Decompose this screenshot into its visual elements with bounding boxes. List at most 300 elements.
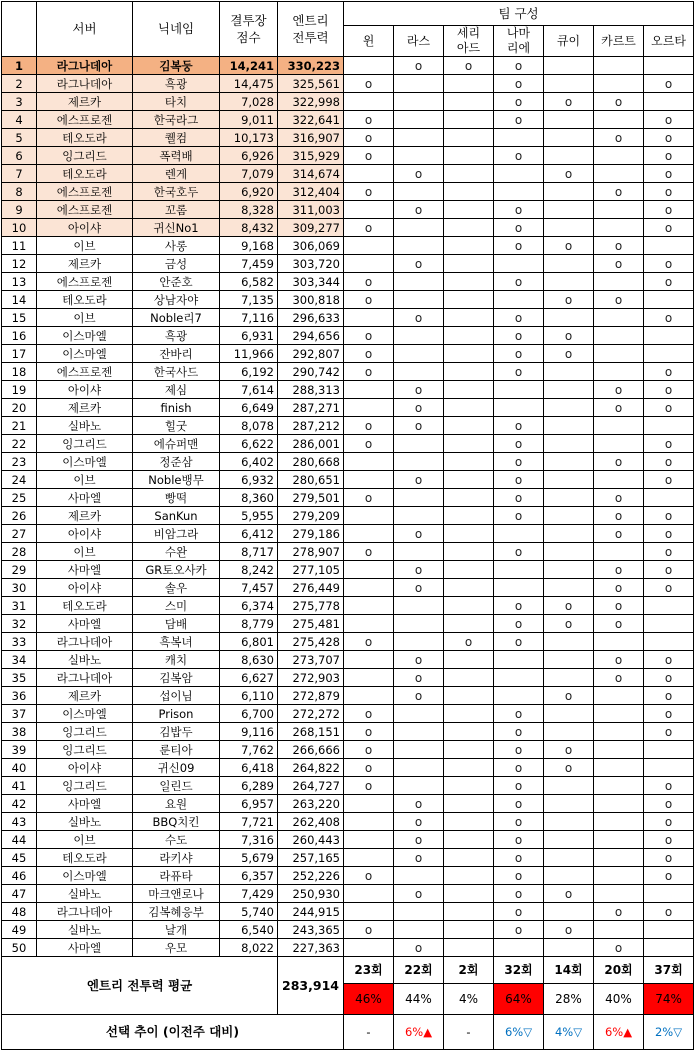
trend-cell: 6%▲ — [594, 1015, 644, 1050]
team-mark-cell — [444, 543, 494, 561]
round-count-cell: 22회 — [394, 957, 444, 984]
team-mark-cell — [344, 507, 394, 525]
team-mark-cell — [394, 867, 444, 885]
table-row — [2, 237, 694, 255]
rank-cell: 19 — [2, 381, 37, 399]
table-row — [2, 939, 694, 957]
score-cell: 6,110 — [220, 687, 278, 705]
team-mark-cell — [644, 327, 694, 345]
team-mark-cell: o — [544, 759, 594, 777]
team-mark-cell: o — [594, 525, 644, 543]
team-mark-cell — [494, 381, 544, 399]
rank-cell: 32 — [2, 615, 37, 633]
table-row — [2, 327, 694, 345]
rank-cell: 30 — [2, 579, 37, 597]
server-cell: 실바노 — [37, 651, 133, 669]
team-column-header: 세리 아드 — [444, 26, 494, 57]
rank-cell: 9 — [2, 201, 37, 219]
team-mark-cell — [544, 255, 594, 273]
team-mark-cell — [344, 165, 394, 183]
team-mark-cell — [494, 687, 544, 705]
team-mark-cell: o — [644, 651, 694, 669]
nickname-cell: Noble뱅무 — [133, 471, 220, 489]
team-mark-cell: o — [644, 561, 694, 579]
table-row — [2, 435, 694, 453]
server-cell: 테오도라 — [37, 597, 133, 615]
team-mark-cell — [594, 831, 644, 849]
team-mark-cell — [344, 831, 394, 849]
team-mark-cell: o — [344, 921, 394, 939]
server-cell: 라그나데아 — [37, 903, 133, 921]
team-mark-cell: o — [594, 903, 644, 921]
team-mark-cell — [494, 399, 544, 417]
team-mark-cell — [544, 939, 594, 957]
round-count-cell: 2회 — [444, 957, 494, 984]
score-cell: 7,457 — [220, 579, 278, 597]
score-cell: 7,135 — [220, 291, 278, 309]
team-mark-cell — [444, 183, 494, 201]
score-cell: 6,540 — [220, 921, 278, 939]
team-mark-cell: o — [494, 795, 544, 813]
team-mark-cell — [344, 525, 394, 543]
power-cell: 266,666 — [278, 741, 344, 759]
score-cell: 6,931 — [220, 327, 278, 345]
server-cell: 아이샤 — [37, 219, 133, 237]
power-cell: 303,344 — [278, 273, 344, 291]
team-mark-cell — [544, 453, 594, 471]
rank-cell: 28 — [2, 543, 37, 561]
rank-cell: 26 — [2, 507, 37, 525]
team-mark-cell: o — [594, 669, 644, 687]
server-cell: 실바노 — [37, 885, 133, 903]
team-mark-cell: o — [344, 777, 394, 795]
table-row — [2, 381, 694, 399]
server-cell: 잉그리드 — [37, 435, 133, 453]
rank-cell: 43 — [2, 813, 37, 831]
nickname-cell: 에슈퍼맨 — [133, 435, 220, 453]
team-mark-cell — [494, 183, 544, 201]
team-mark-cell — [344, 237, 394, 255]
score-cell: 6,932 — [220, 471, 278, 489]
team-mark-cell: o — [644, 669, 694, 687]
table-row — [2, 615, 694, 633]
team-mark-cell — [594, 75, 644, 93]
team-mark-cell — [444, 939, 494, 957]
team-mark-cell: o — [644, 147, 694, 165]
team-mark-cell: o — [394, 813, 444, 831]
team-mark-cell: o — [494, 885, 544, 903]
score-cell: 9,011 — [220, 111, 278, 129]
team-mark-cell: o — [394, 417, 444, 435]
power-cell: 276,449 — [278, 579, 344, 597]
team-mark-cell: o — [494, 273, 544, 291]
team-mark-cell — [594, 111, 644, 129]
rank-cell: 41 — [2, 777, 37, 795]
team-mark-cell — [444, 399, 494, 417]
team-mark-cell — [494, 651, 544, 669]
team-mark-cell — [544, 669, 594, 687]
team-mark-cell: o — [494, 903, 544, 921]
team-mark-cell: o — [344, 723, 394, 741]
team-mark-cell — [444, 885, 494, 903]
team-mark-cell — [594, 777, 644, 795]
nickname-cell: 날개 — [133, 921, 220, 939]
trend-cell: 2%▽ — [644, 1015, 694, 1050]
nickname-cell: 퀠컴 — [133, 129, 220, 147]
team-mark-cell: o — [644, 453, 694, 471]
score-cell: 8,022 — [220, 939, 278, 957]
team-mark-cell: o — [494, 327, 544, 345]
team-mark-cell — [394, 597, 444, 615]
team-mark-cell — [594, 633, 644, 651]
rank-cell: 22 — [2, 435, 37, 453]
team-mark-cell — [444, 93, 494, 111]
team-mark-cell — [444, 255, 494, 273]
table-row — [2, 399, 694, 417]
team-mark-cell — [544, 525, 594, 543]
power-cell: 227,363 — [278, 939, 344, 957]
team-mark-cell — [594, 885, 644, 903]
trend-cell: 6%▽ — [494, 1015, 544, 1050]
table-row — [2, 759, 694, 777]
team-mark-cell — [394, 633, 444, 651]
team-mark-cell — [544, 543, 594, 561]
table-row — [2, 525, 694, 543]
table-row — [2, 489, 694, 507]
team-mark-cell — [444, 579, 494, 597]
team-mark-cell — [544, 183, 594, 201]
nickname-cell: 수도 — [133, 831, 220, 849]
score-cell: 7,614 — [220, 381, 278, 399]
team-column-header: 카르트 — [594, 26, 644, 57]
team-mark-cell — [444, 759, 494, 777]
team-mark-cell — [444, 903, 494, 921]
team-mark-cell — [644, 417, 694, 435]
rank-cell: 14 — [2, 291, 37, 309]
server-cell: 사마엘 — [37, 489, 133, 507]
team-mark-cell — [394, 291, 444, 309]
power-cell: 290,742 — [278, 363, 344, 381]
team-mark-cell: o — [344, 219, 394, 237]
team-mark-cell — [394, 111, 444, 129]
score-cell: 6,622 — [220, 435, 278, 453]
score-cell: 6,957 — [220, 795, 278, 813]
team-mark-cell — [594, 741, 644, 759]
nickname-cell: 김복혜응부 — [133, 903, 220, 921]
team-mark-cell — [594, 201, 644, 219]
table-row — [2, 345, 694, 363]
team-mark-cell: o — [394, 471, 444, 489]
average-power-label: 엔트리 전투력 평균 — [2, 957, 278, 1015]
team-mark-cell: o — [494, 435, 544, 453]
power-cell: 262,408 — [278, 813, 344, 831]
trend-cell: - — [444, 1015, 494, 1050]
team-mark-cell: o — [394, 651, 444, 669]
table-row — [2, 93, 694, 111]
team-mark-cell — [544, 129, 594, 147]
score-cell: 9,168 — [220, 237, 278, 255]
team-mark-cell: o — [394, 381, 444, 399]
nickname-cell: 룬티아 — [133, 741, 220, 759]
team-mark-cell — [444, 489, 494, 507]
team-mark-cell: o — [544, 615, 594, 633]
rank-cell: 24 — [2, 471, 37, 489]
power-cell: 257,165 — [278, 849, 344, 867]
team-mark-cell: o — [494, 201, 544, 219]
nickname-cell: 요원 — [133, 795, 220, 813]
team-mark-cell — [394, 345, 444, 363]
server-cell: 실바노 — [37, 417, 133, 435]
rank-cell: 11 — [2, 237, 37, 255]
nickname-cell: 수완 — [133, 543, 220, 561]
team-mark-cell: o — [394, 669, 444, 687]
team-mark-cell — [444, 417, 494, 435]
server-cell: 아이샤 — [37, 759, 133, 777]
rank-cell: 42 — [2, 795, 37, 813]
nickname-cell: 폭력배 — [133, 147, 220, 165]
table-row — [2, 111, 694, 129]
power-cell: 244,915 — [278, 903, 344, 921]
team-mark-cell — [594, 417, 644, 435]
team-mark-cell — [344, 57, 394, 75]
team-mark-cell — [394, 615, 444, 633]
team-mark-cell — [444, 453, 494, 471]
power-cell: 314,674 — [278, 165, 344, 183]
nickname-cell: 김복둥 — [133, 57, 220, 75]
power-cell: 268,151 — [278, 723, 344, 741]
team-mark-cell — [544, 507, 594, 525]
server-cell: 테오도라 — [37, 129, 133, 147]
power-cell: 294,656 — [278, 327, 344, 345]
table-row — [2, 831, 694, 849]
rank-cell: 40 — [2, 759, 37, 777]
power-cell: 315,929 — [278, 147, 344, 165]
team-mark-cell — [444, 309, 494, 327]
team-mark-cell: o — [644, 507, 694, 525]
team-mark-cell — [644, 615, 694, 633]
team-mark-cell: o — [594, 453, 644, 471]
rank-cell: 3 — [2, 93, 37, 111]
score-cell: 10,173 — [220, 129, 278, 147]
server-cell: 이브 — [37, 237, 133, 255]
team-mark-cell — [544, 831, 594, 849]
team-mark-cell: o — [594, 507, 644, 525]
team-mark-cell — [444, 741, 494, 759]
pick-rate-cell: 28% — [544, 984, 594, 1015]
team-mark-cell: o — [494, 777, 544, 795]
team-mark-cell: o — [494, 147, 544, 165]
team-mark-cell — [594, 327, 644, 345]
power-header-line1: 엔트리 — [292, 13, 329, 28]
rank-cell: 6 — [2, 147, 37, 165]
table-row — [2, 75, 694, 93]
team-mark-cell — [394, 93, 444, 111]
power-cell: 280,651 — [278, 471, 344, 489]
pick-rate-cell: 64% — [494, 984, 544, 1015]
team-mark-cell: o — [644, 399, 694, 417]
team-mark-cell — [594, 273, 644, 291]
team-mark-cell — [544, 723, 594, 741]
nickname-cell: BBQ치킨 — [133, 813, 220, 831]
nickname-cell: 힐굿 — [133, 417, 220, 435]
nickname-cell: 비암그라 — [133, 525, 220, 543]
table-row — [2, 885, 694, 903]
table-row — [2, 147, 694, 165]
table-row — [2, 741, 694, 759]
power-cell: 273,707 — [278, 651, 344, 669]
team-mark-cell: o — [494, 759, 544, 777]
server-cell: 이스마엘 — [37, 327, 133, 345]
team-mark-cell — [394, 273, 444, 291]
team-mark-cell: o — [544, 327, 594, 345]
team-mark-cell — [644, 93, 694, 111]
team-mark-cell — [594, 543, 644, 561]
score-cell: 7,459 — [220, 255, 278, 273]
team-mark-cell — [594, 687, 644, 705]
team-mark-cell — [444, 237, 494, 255]
score-cell: 8,360 — [220, 489, 278, 507]
power-cell: 312,404 — [278, 183, 344, 201]
table-row — [2, 201, 694, 219]
team-mark-cell — [394, 903, 444, 921]
team-mark-cell: o — [644, 867, 694, 885]
team-mark-cell: o — [344, 345, 394, 363]
team-mark-cell: o — [494, 705, 544, 723]
team-mark-cell — [644, 741, 694, 759]
rank-cell: 49 — [2, 921, 37, 939]
power-cell: 311,003 — [278, 201, 344, 219]
team-mark-cell: o — [344, 435, 394, 453]
team-mark-cell: o — [644, 75, 694, 93]
team-mark-cell: o — [494, 111, 544, 129]
team-mark-cell: o — [394, 399, 444, 417]
trophy-header-line1: 결투장 — [230, 13, 267, 28]
server-cell: 제르카 — [37, 687, 133, 705]
nickname-cell: 한국사드 — [133, 363, 220, 381]
team-mark-cell — [344, 399, 394, 417]
team-mark-cell — [394, 759, 444, 777]
table-row — [2, 723, 694, 741]
power-cell: 272,903 — [278, 669, 344, 687]
team-mark-cell — [544, 435, 594, 453]
power-cell: 306,069 — [278, 237, 344, 255]
team-mark-cell: o — [544, 687, 594, 705]
team-mark-cell: o — [344, 867, 394, 885]
team-mark-cell: o — [594, 399, 644, 417]
team-mark-cell: o — [644, 723, 694, 741]
team-mark-cell — [444, 615, 494, 633]
table-row — [2, 813, 694, 831]
team-mark-cell — [444, 867, 494, 885]
team-mark-cell: o — [594, 129, 644, 147]
team-mark-cell — [394, 723, 444, 741]
team-mark-cell — [544, 903, 594, 921]
score-cell: 7,079 — [220, 165, 278, 183]
team-mark-cell — [644, 489, 694, 507]
nickname-cell: 꼬롬 — [133, 201, 220, 219]
nickname-cell: Prison — [133, 705, 220, 723]
server-cell: 라그나데아 — [37, 633, 133, 651]
score-cell: 6,582 — [220, 273, 278, 291]
team-mark-cell — [594, 813, 644, 831]
power-cell: 286,001 — [278, 435, 344, 453]
team-mark-cell: o — [644, 903, 694, 921]
table-row — [2, 291, 694, 309]
team-mark-cell: o — [644, 795, 694, 813]
team-mark-cell: o — [494, 867, 544, 885]
team-mark-cell — [344, 93, 394, 111]
team-mark-cell — [394, 507, 444, 525]
team-mark-cell: o — [494, 309, 544, 327]
team-mark-cell — [444, 201, 494, 219]
team-mark-cell — [494, 939, 544, 957]
team-mark-cell — [544, 633, 594, 651]
team-mark-cell — [444, 345, 494, 363]
team-mark-cell — [444, 705, 494, 723]
table-row — [2, 471, 694, 489]
average-power-value: 283,914 — [278, 957, 344, 1015]
team-mark-cell: o — [444, 633, 494, 651]
team-mark-cell — [394, 219, 444, 237]
nickname-cell: SanKun — [133, 507, 220, 525]
rank-cell: 7 — [2, 165, 37, 183]
team-mark-cell — [644, 885, 694, 903]
server-cell: 이스마엘 — [37, 453, 133, 471]
team-mark-cell: o — [394, 309, 444, 327]
power-cell: 278,907 — [278, 543, 344, 561]
team-column-header: 큐이 — [544, 26, 594, 57]
team-mark-cell: o — [594, 489, 644, 507]
server-cell: 라그나데아 — [37, 75, 133, 93]
team-column-header: 나마 리에 — [494, 26, 544, 57]
team-mark-cell — [594, 147, 644, 165]
team-mark-cell — [544, 579, 594, 597]
table-row — [2, 579, 694, 597]
power-cell: 330,223 — [278, 57, 344, 75]
score-cell: 8,242 — [220, 561, 278, 579]
rank-cell: 38 — [2, 723, 37, 741]
score-cell: 6,700 — [220, 705, 278, 723]
rank-cell: 2 — [2, 75, 37, 93]
power-cell: 300,818 — [278, 291, 344, 309]
score-cell: 8,328 — [220, 201, 278, 219]
power-cell: 260,443 — [278, 831, 344, 849]
team-mark-cell: o — [644, 201, 694, 219]
team-mark-cell: o — [644, 471, 694, 489]
team-mark-cell: o — [644, 381, 694, 399]
rank-cell: 16 — [2, 327, 37, 345]
team-mark-cell: o — [344, 417, 394, 435]
nickname-cell: 스미 — [133, 597, 220, 615]
team-mark-cell — [344, 597, 394, 615]
team-mark-cell — [544, 309, 594, 327]
team-mark-cell: o — [344, 489, 394, 507]
score-cell: 6,402 — [220, 453, 278, 471]
rank-cell: 17 — [2, 345, 37, 363]
team-mark-cell — [544, 363, 594, 381]
server-cell: 제르카 — [37, 93, 133, 111]
team-mark-cell — [444, 291, 494, 309]
team-mark-cell — [594, 705, 644, 723]
team-mark-cell: o — [394, 831, 444, 849]
power-cell: 279,501 — [278, 489, 344, 507]
table-row — [2, 129, 694, 147]
score-cell: 5,679 — [220, 849, 278, 867]
rank-cell: 20 — [2, 399, 37, 417]
team-mark-cell: o — [644, 849, 694, 867]
team-mark-cell: o — [394, 885, 444, 903]
team-mark-cell — [644, 291, 694, 309]
